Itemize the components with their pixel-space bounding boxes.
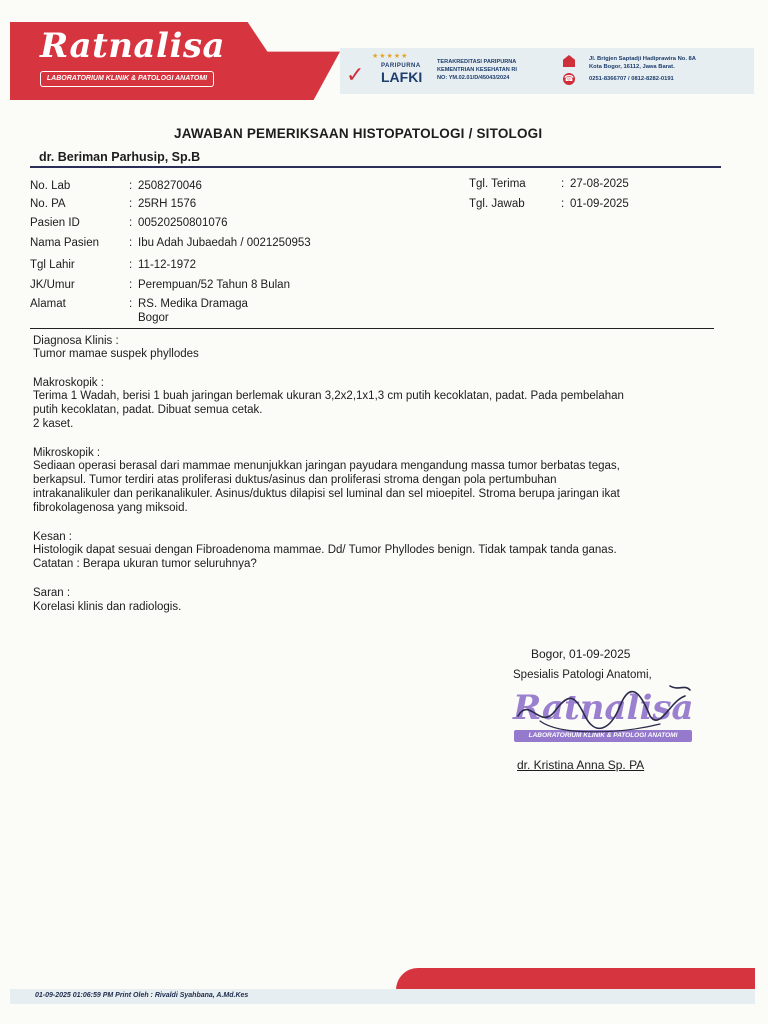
lafki-logo-icon: ✓ <box>346 62 365 87</box>
nama-pasien-value: Ibu Adah Jubaedah / 0021250953 <box>138 237 311 249</box>
tgl-terima-value: 27-08-2025 <box>570 178 629 190</box>
mikroskopik-line: fibrokolagenosa yang miksoid. <box>33 502 188 514</box>
makroskopik-heading: Makroskopik : <box>33 377 104 389</box>
referring-doctor: dr. Beriman Parhusip, Sp.B <box>39 150 201 164</box>
pasien-id-label: Pasien ID <box>30 217 80 229</box>
accreditation-line: NO: YM.02.01/D/45043/2024 <box>437 75 510 81</box>
accreditation-line: KEMENTRIAN KESEHATAN RI <box>437 67 517 73</box>
alamat-city: Bogor <box>138 312 169 324</box>
lab-stamp: Ratnalisa <box>513 688 694 728</box>
no-lab-label: No. Lab <box>30 180 71 192</box>
signature-place-date: Bogor, 01-09-2025 <box>531 647 631 661</box>
no-pa-label: No. PA <box>30 198 66 210</box>
mikroskopik-line: intrakanalikuler dan perikanalikuler. Asinus/duktus dilapisi sel luminal dan sel mioepitel. Stroma berupa jaringan ikat <box>33 488 620 500</box>
colon: : <box>561 178 565 190</box>
colon: : <box>129 217 133 229</box>
colon: : <box>129 298 133 310</box>
signature-role: Spesialis Patologi Anatomi, <box>513 669 652 681</box>
makroskopik-line: putih kecoklatan, padat. Dibuat semua cetak. <box>33 404 263 416</box>
mikroskopik-heading: Mikroskopik : <box>33 447 101 459</box>
colon: : <box>129 180 133 192</box>
colon: : <box>129 198 133 210</box>
tgl-terima-label: Tgl. Terima <box>469 178 526 190</box>
mikroskopik-line: Sediaan operasi berasal dari mammae menunjukkan jaringan payudara mengandung massa tumor berbatas tegas, <box>33 460 620 472</box>
alamat-label: Alamat <box>30 298 66 310</box>
print-info: 01-09-2025 01:06:59 PM Print Oleh : Rivaldi Syahbana, A.Md.Kes <box>35 992 249 999</box>
paripurna-label: PARIPURNA <box>381 63 421 69</box>
divider <box>30 166 721 168</box>
makroskopik-line: Terima 1 Wadah, berisi 1 buah jaringan berlemak ukuran 3,2x2,1x1,3 cm putih kecoklatan, padat. Pada pembelahan <box>33 390 624 402</box>
jk-umur-value: Perempuan/52 Tahun 8 Bulan <box>138 279 290 291</box>
lab-logo: Ratnalisa <box>40 26 226 66</box>
diagnosa-heading: Diagnosa Klinis : <box>33 335 119 347</box>
lafki-label: LAFKI <box>381 69 423 85</box>
accreditation-line: TERAKREDITASI PARIPURNA <box>437 59 517 65</box>
tgl-lahir-label: Tgl Lahir <box>30 259 75 271</box>
address-line: Kota Bogor, 16112, Jawa Barat. <box>589 64 675 70</box>
phone-numbers: 0251-8366707 / 0812-8282-0191 <box>589 76 674 82</box>
colon: : <box>129 279 133 291</box>
colon: : <box>129 237 133 249</box>
lab-logo-subtitle: LABORATORIUM KLINIK & PATOLOGI ANATOMI <box>40 71 214 87</box>
colon: : <box>561 198 565 210</box>
jk-umur-label: JK/Umur <box>30 279 75 291</box>
star-icon: ★★★★★ <box>372 53 409 60</box>
saran-text: Korelasi klinis dan radiologis. <box>33 601 182 613</box>
kesan-line: Histologik dapat sesuai dengan Fibroadenoma mammae. Dd/ Tumor Phyllodes benign. Tidak tampak tanda ganas. <box>33 544 617 556</box>
tgl-jawab-value: 01-09-2025 <box>570 198 629 210</box>
handwritten-signature <box>500 676 700 746</box>
nama-pasien-label: Nama Pasien <box>30 237 100 249</box>
divider <box>30 328 714 329</box>
pasien-id-value: 00520250801076 <box>138 217 228 229</box>
tgl-lahir-value: 11-12-1972 <box>138 259 196 271</box>
address-line: Jl. Brigjen Saptadji Hadiprawira No. 8A <box>589 56 696 62</box>
lab-stamp-subtitle: LABORATORIUM KLINIK & PATOLOGI ANATOMI <box>514 730 692 742</box>
no-lab-value: 2508270046 <box>138 180 202 192</box>
saran-heading: Saran : <box>33 587 71 599</box>
phone-icon: ☎ <box>564 74 574 83</box>
makroskopik-line: 2 kaset. <box>33 418 74 430</box>
catatan-line: Catatan : Berapa ukuran tumor seluruhnya? <box>33 558 257 570</box>
mikroskopik-line: berkapsul. Tumor terdiri atas proliferasi duktus/asinus dan proliferasi stroma dengan pola pertumbuhan <box>33 474 557 486</box>
tgl-jawab-label: Tgl. Jawab <box>469 198 525 210</box>
document-title: JAWABAN PEMERIKSAAN HISTOPATOLOGI / SITOLOGI <box>174 126 543 141</box>
kesan-heading: Kesan : <box>33 531 72 543</box>
alamat-value: RS. Medika Dramaga <box>138 298 248 310</box>
pathologist-name: dr. Kristina Anna Sp. PA <box>517 758 645 772</box>
colon: : <box>129 259 133 271</box>
no-pa-value: 25RH 1576 <box>138 198 197 210</box>
diagnosa-text: Tumor mamae suspek phyllodes <box>33 348 199 360</box>
